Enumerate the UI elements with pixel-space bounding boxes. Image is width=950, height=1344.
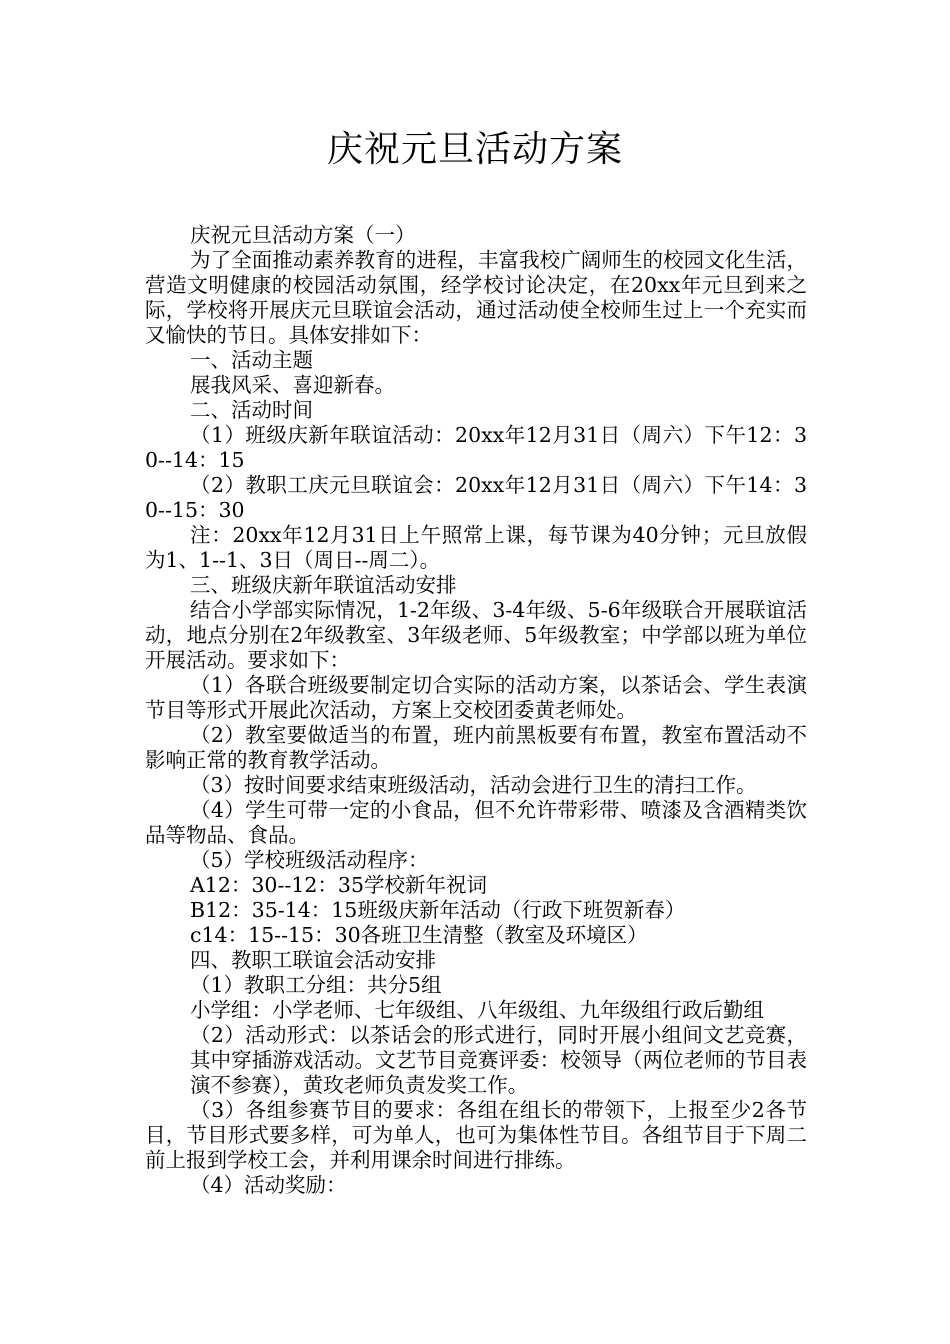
paragraph: （1）教职工分组：共分5组 <box>190 973 442 997</box>
paragraph: B12：35-14：15班级庆新年活动（行政下班贺新春） <box>190 898 686 922</box>
paragraph: 结合小学部实际情况，1-2年级、3-4年级、5-6年级联合开展联谊活动，地点分别在2年级教室、3年级老师、5年级教室；中学部以班为单位开展活动。要求如下： <box>145 598 807 672</box>
paragraph: （1）各联合班级要制定切合实际的活动方案，以茶话会、学生表演节目等形式开展此次活动，方案上交校团委黄老师处。 <box>145 673 807 722</box>
document-body <box>145 223 807 1198</box>
paragraph: （4）活动奖励： <box>190 1173 347 1197</box>
paragraph: （2）活动形式：以茶话会的形式进行，同时开展小组间文艺竞赛，其中穿插游戏活动。文艺节目竞赛评委：校领导（两位老师的节目表演不参赛），黄玫老师负责发奖工作。 <box>190 1023 807 1097</box>
paragraph: （4）学生可带一定的小食品，但不允许带彩带、喷漆及含酒精类饮品等物品、食品。 <box>145 798 807 847</box>
document-title: 庆祝元旦活动方案 <box>326 129 623 170</box>
paragraph: 注：20xx年12月31日上午照常上课，每节课为40分钟；元旦放假为1、1--1、3日（周日--周二）。 <box>145 523 807 572</box>
paragraph: 为了全面推动素养教育的进程，丰富我校广阔师生的校园文化生活，营造文明健康的校园活动氛围，经学校讨论决定，在20xx年元旦到来之际，学校将开展庆元旦联谊会活动，通过活动使全校师生过上一个充实而又愉快的节日。具体安排如下： <box>145 248 807 347</box>
paragraph: 小学组：小学老师、七年级组、八年级组、九年级组行政后勤组 <box>190 998 764 1022</box>
paragraph: 四、教职工联谊会活动安排 <box>190 948 436 972</box>
paragraph: A12：30--12：35学校新年祝词 <box>190 873 487 897</box>
paragraph: 三、班级庆新年联谊活动安排 <box>190 573 457 597</box>
paragraph: （3）按时间要求结束班级活动，活动会进行卫生的清扫工作。 <box>190 773 757 797</box>
paragraph: （1）班级庆新年联谊活动：20xx年12月31日（周六）下午12：30--14：15 <box>145 423 807 472</box>
paragraph: 一、活动主题 <box>190 348 313 372</box>
paragraph: （3）各组参赛节目的要求：各组在组长的带领下，上报至少2各节目，节目形式要多样，可为单人，也可为集体性节目。各组节目于下周二前上报到学校工会，并利用课余时间进行排练。 <box>145 1098 807 1172</box>
paragraph: （2）教室要做适当的布置，班内前黑板要有布置，教室布置活动不影响正常的教育教学活动。 <box>145 723 807 772</box>
paragraph: c14：15--15：30各班卫生清整（教室及环境区） <box>190 923 648 947</box>
paragraph: （2）教职工庆元旦联谊会：20xx年12月31日（周六）下午14：30--15：30 <box>145 473 807 522</box>
paragraph: （5）学校班级活动程序： <box>190 848 429 872</box>
paragraph: 二、活动时间 <box>190 398 313 422</box>
paragraph: 庆祝元旦活动方案（一） <box>190 223 416 247</box>
paragraph: 展我风采、喜迎新春。 <box>190 373 395 397</box>
